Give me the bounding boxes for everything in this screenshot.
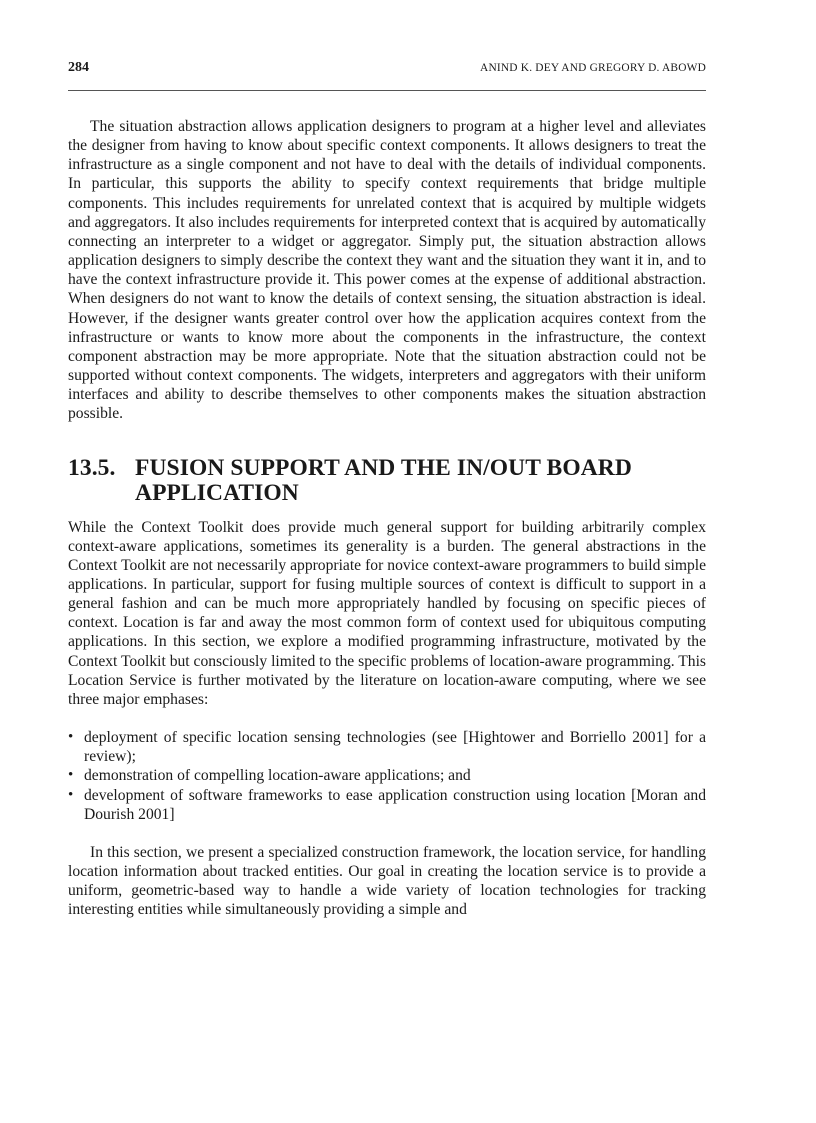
list-item: • demonstration of compelling location-aware applications; and bbox=[68, 766, 706, 785]
emphases-list bbox=[68, 728, 706, 824]
page-number: 284 bbox=[68, 60, 89, 75]
paragraph-section-intro: While the Context Toolkit does provide much general support for building arbitrarily complex context-aware applications, sometimes its generality is a burden. The general abstractions in the Context Toolkit are not necessarily appropriate for novice context-aware programmers to build simple applications. In particular, support for fusing multiple sources of context is difficult to support in a general fashion and can be much more appropriately handled by focusing on specific pieces of context. Location is far and away the most common form of context used for ubiquitous computing applications. In this section, we explore a modified programming infrastructure, motivated by the Context Toolkit but consciously limited to the specific problems of location-aware programming. This Location Service is further motivated by the literature on location-aware computing, where we see three major emphases: bbox=[68, 518, 706, 708]
paragraph-situation-abstraction: The situation abstraction allows application designers to program at a higher level and alleviates the designer from having to know about specific context components. It allows designers to treat the infrastructure as a single component and not have to deal with the details of individual components. In particular, this supports the ability to specify context requirements that bridge multiple components. This includes requirements for unrelated context that is acquired by multiple widgets and aggregators. It also includes requirements for interpreted context that is acquired by automatically connecting an interpreter to a widget or aggregator. Simply put, the situation abstraction allows application designers to simply describe the context they want and the situation they want it in, and to have the context infrastructure provide it. This power comes at the expense of additional abstraction. When designers do not want to know the details of context sensing, the situation abstraction is ideal. However, if the designer wants greater control over how the application acquires context from the infrastructure or wants to know more about the components in the infrastructure, the context component abstraction may be more appropriate. Note that the situation abstraction could not be supported without context components. The widgets, interpreters and aggregators with their uniform interfaces and ability to describe themselves to other components makes the situation abstraction possible. bbox=[68, 118, 706, 423]
paragraph-location-service: In this section, we present a specialized construction framework, the location service, for handling location information about tracked entities. Our goal in creating the location service is to provide a uniform, geometric-based way to handle a wide variety of location technologies for tracking interesting entities while simultaneously providing a simple and bbox=[68, 843, 706, 919]
running-title: ANIND K. DEY AND GREGORY D. ABOWD bbox=[480, 62, 706, 74]
section-number: 13.5. bbox=[68, 454, 116, 481]
section-heading bbox=[68, 456, 706, 506]
running-header bbox=[68, 60, 706, 91]
list-item: • development of software frameworks to ease application construction using location [Moran and Dourish 2001] bbox=[68, 786, 706, 824]
list-item: • deployment of specific location sensing technologies (see [Hightower and Borriello 2001] for a review); bbox=[68, 728, 706, 766]
page bbox=[68, 60, 706, 919]
section-title: FUSION SUPPORT AND THE IN/OUT BOARD APPLICATION bbox=[135, 454, 632, 506]
